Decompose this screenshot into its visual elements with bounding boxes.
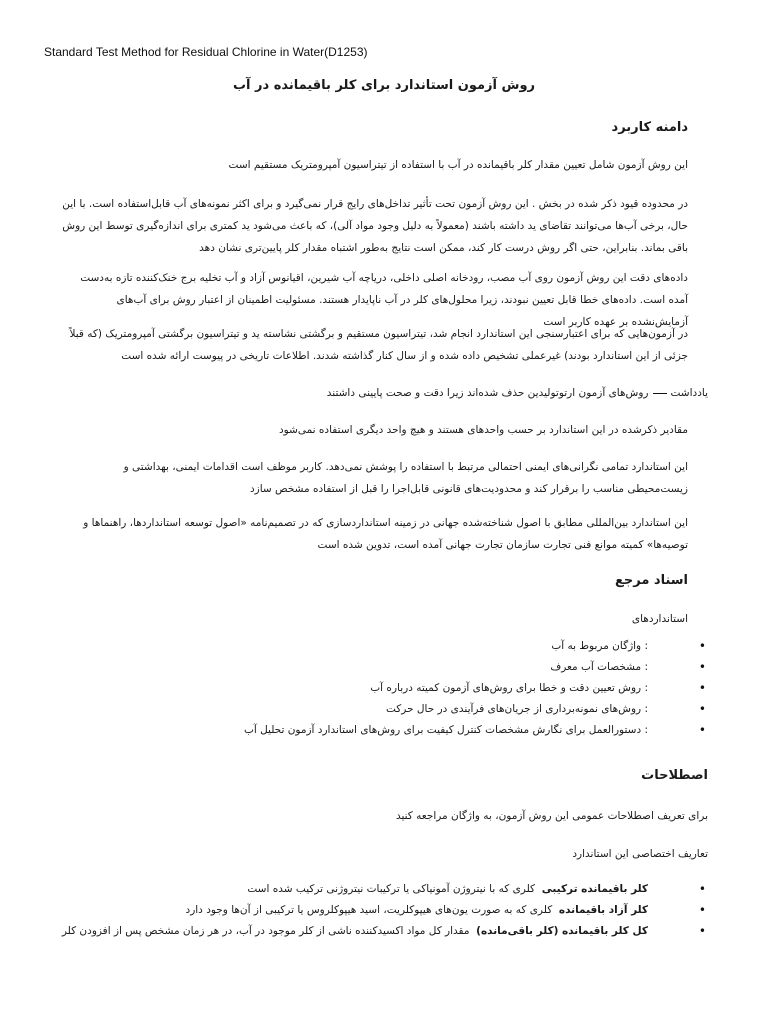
definition-text: کلری که به صورت یون‌های هیپوکلریت، اسید هیپوکلروس یا ترکیبی از آن‌ها وجود دارد (185, 904, 553, 916)
note-label: یادداشت (670, 387, 708, 399)
english-title: Standard Test Method for Residual Chlorine in Water(D1253) (44, 45, 368, 59)
scope-paragraph-5: مقادیر ذکرشده در این استاندارد بر حسب واحدهای هستند و هیچ واحد دیگری استفاده نمی‌شود (278, 424, 688, 436)
references-subheading: استانداردهای (631, 613, 688, 625)
scope-paragraph-3: داده‌های دقت این روش آزمون روی آب مصب، رودخانه اصلی داخلی، دریاچه آب شیرین، اقیانوس آزاد و آب تخلیه برج خنک‌کننده تازه به‌دست آمده است. داده‌های خطا قابل تعیین نبودند، زیرا محلول‌های کلر در آب ناپایدار هستند. مسئولیت اطمینان از اعتبار روش برای آب‌های آزمایش‌نشده بر عهده کاربر است (80, 272, 688, 328)
definition-term: کلر باقیمانده ترکیبی (541, 883, 648, 895)
terminology-subheading: تعاریف اختصاصی این استاندارد (572, 848, 708, 860)
terminology-heading: اصطلاحات (641, 768, 708, 783)
references-list (48, 636, 648, 741)
terminology-paragraph: برای تعریف اصطلاحات عمومی این روش آزمون، به واژگان مراجعه کنید (395, 810, 708, 822)
reference-item: • : روش‌های نمونه‌برداری از جریان‌های فرآیندی در حال حرکت (48, 699, 648, 720)
em-dash (653, 393, 667, 394)
scope-paragraph-4: در آزمون‌هایی که برای اعتبارسنجی این استاندارد انجام شد، تیتراسیون مستقیم و برگشتی نشاسته ید و تیتراسیون برگشتی آمپرومتریک (که قبلاً جزئی از این استاندارد بودند) غیرعملی تشخیص داده شده و از سال کنار گذاشته شدند. اطلاعات تاریخی در پیوست ارائه شده است (69, 328, 688, 362)
definition-text: کلری که با نیتروژن آمونیاکی یا ترکیبات نیتروژنی ترکیب شده است (247, 883, 536, 895)
page-title: روش آزمون استاندارد برای کلر باقیمانده در آب (232, 78, 536, 93)
definition-term: کلر آزاد باقیمانده (558, 904, 648, 916)
scope-heading: دامنه کاربرد (611, 120, 688, 135)
definition-item (48, 921, 648, 942)
scope-paragraph-7: این استاندارد بین‌المللی مطابق با اصول شناخته‌شده جهانی در زمینه استانداردسازی که در تصمیم‌نامه «اصول توسعه استانداردها، راهنماها و توصیه‌ها» کمیته موانع فنی تجارت سازمان تجارت جهانی آمده است، تدوین شده است (83, 517, 688, 551)
definition-term: کل کلر باقیمانده (کلر باقی‌مانده) (476, 925, 648, 937)
reference-item: • : مشخصات آب معرف (48, 657, 648, 678)
definitions-list (48, 879, 648, 942)
scope-note (327, 382, 708, 404)
definition-item (48, 900, 648, 921)
references-heading: اسناد مرجع (614, 573, 688, 588)
scope-paragraph-1: این روش آزمون شامل تعیین مقدار کلر باقیمانده در آب با استفاده از تیتراسیون آمپرومتریک مستقیم است (228, 159, 688, 171)
reference-item: • : واژگان مربوط به آب (48, 636, 648, 657)
reference-item: • : دستورالعمل برای نگارش مشخصات کنترل کیفیت برای روش‌های استاندارد آزمون تحلیل آب (48, 720, 648, 741)
definition-text: مقدار کل مواد اکسیدکننده ناشی از کلر موجود در آب، در هر زمان مشخص پس از افزودن کلر (61, 925, 470, 937)
reference-item: • : روش تعیین دقت و خطا برای روش‌های آزمون کمیته درباره آب (48, 678, 648, 699)
note-text: روش‌های آزمون ارتوتولیدین حذف شده‌اند زیرا دقت و صحت پایینی داشتند (326, 387, 649, 399)
scope-paragraph-6: این استاندارد تمامی نگرانی‌های ایمنی احتمالی مرتبط با استفاده را پوشش نمی‌دهد. کاربر موظف است اقدامات ایمنی، بهداشتی و زیست‌محیطی مناسب را برقرار کند و محدودیت‌های قانونی قابل‌اجرا را قبل از استفاده مشخص سازد (123, 461, 688, 495)
scope-paragraph-2: در محدوده قیود ذکر شده در بخش . این روش آزمون تحت تأثیر تداخل‌های رایج قرار نمی‌گیرد و برای اکثر نمونه‌های آب قابل‌استفاده است. با این حال، برخی آب‌ها می‌توانند تقاضای ید داشته باشند (معمولاً به دلیل وجود مواد آلی)، که باعث می‌شود ید کمتری برای اندازه‌گیری توسط این روش باقی بماند. بنابراین، حتی اگر روش درست کار کند، ممکن است نتایج به‌طور اشتباه مقدار کلر پایین‌تری نشان دهد (62, 198, 688, 254)
definition-item (48, 879, 648, 900)
